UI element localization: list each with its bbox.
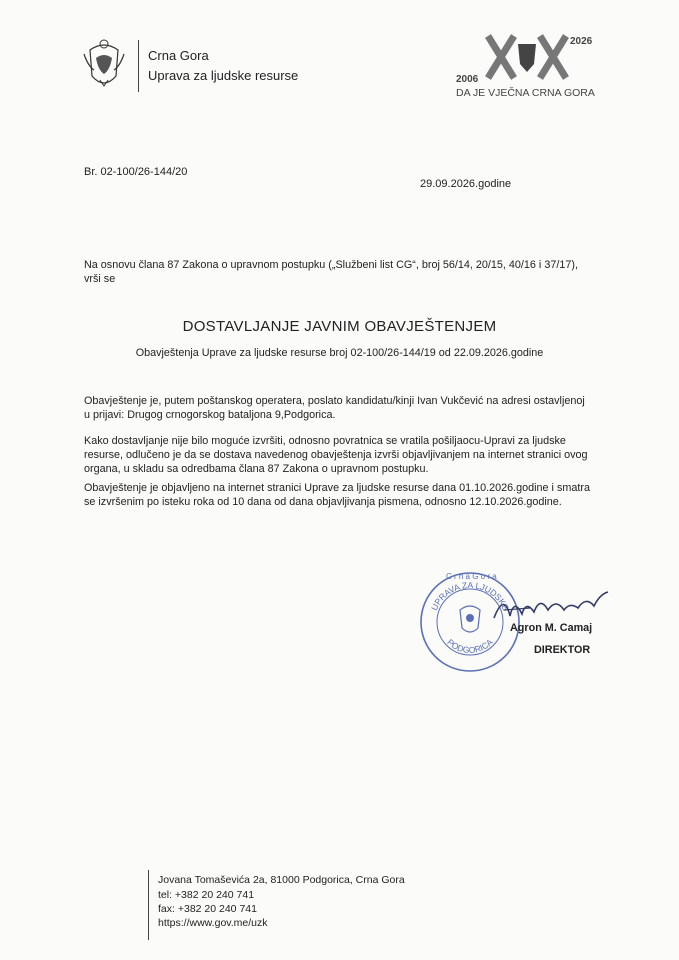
document-subtitle: Obavještenja Uprave za ljudske resurse broj 02-100/26-144/19 od 22.09.2026.godine	[135, 347, 544, 359]
footer-divider	[148, 870, 149, 940]
stamp-top-text: UPRAVA ZA LJUDSKE	[429, 579, 511, 612]
coat-of-arms-icon	[80, 36, 128, 92]
reference-number: Br. 02-100/26-144/20	[84, 166, 188, 178]
document-date: 29.09.2026.godine	[420, 178, 512, 190]
document-title: DOSTAVLJANJE JAVNIM OBAVJEŠTENJEM	[182, 318, 497, 335]
svg-text:PODGORICA	[445, 637, 495, 655]
signatory-title: DIREKTOR	[534, 644, 591, 656]
jubilee-logo	[452, 30, 602, 102]
org-name: Uprava za ljudske resurse	[148, 68, 299, 83]
footer-website[interactable]: https://www.gov.me/uzk	[158, 917, 268, 929]
footer-tel: tel: +382 20 240 741	[158, 889, 255, 901]
body-paragraph-1: Obavještenje je, putem poštanskog operatera, poslato kandidatu/kinji Ivan Vukčević na adresi ostavljenoj u prijavi: Drugog crnogorskog bataljona 9,Podgorica.	[84, 395, 585, 421]
header-divider	[138, 40, 139, 92]
jubilee-slogan: DA JE VJEČNA CRNA GORA	[456, 87, 595, 99]
footer-address: Jovana Tomaševića 2a, 81000 Podgorica, Crna Gora	[158, 874, 405, 886]
body-paragraph-2: Kako dostavljanje nije bilo moguće izvršiti, odnosno povratnica se vratila pošiljaocu-Upravi za ljudske resurse, odlučeno je da se dostava navedenog obavještenja izvrši objavljivanjem na internet stranici ovog organa, u skladu sa odredbama člana 87 Zakona o upravnom postupku.	[84, 435, 588, 475]
jubilee-year-start: 2006	[456, 74, 479, 85]
jubilee-year-end: 2026	[570, 36, 593, 47]
signatory-name: Agron M. Camaj	[510, 622, 593, 634]
stamp-mid-text: C r n a G o r a	[446, 572, 497, 581]
footer-fax: fax: +382 20 240 741	[158, 903, 257, 915]
stamp-bottom-text: PODGORICA	[445, 636, 495, 656]
body-paragraph-3: Obavještenje je objavljeno na internet stranici Uprave za ljudske resurse dana 01.10.2026.godine i smatra se izvršenim po isteku roka od 10 dana od dana objavljivanja pismena, odnosno 12.10.2026.godine.	[84, 482, 590, 508]
org-country: Crna Gora	[148, 48, 209, 63]
intro-paragraph: Na osnovu člana 87 Zakona o upravnom postupku („Službeni list CG“, broj 56/14, 20/15, 40/16 i 37/17), vrši se	[84, 259, 578, 285]
